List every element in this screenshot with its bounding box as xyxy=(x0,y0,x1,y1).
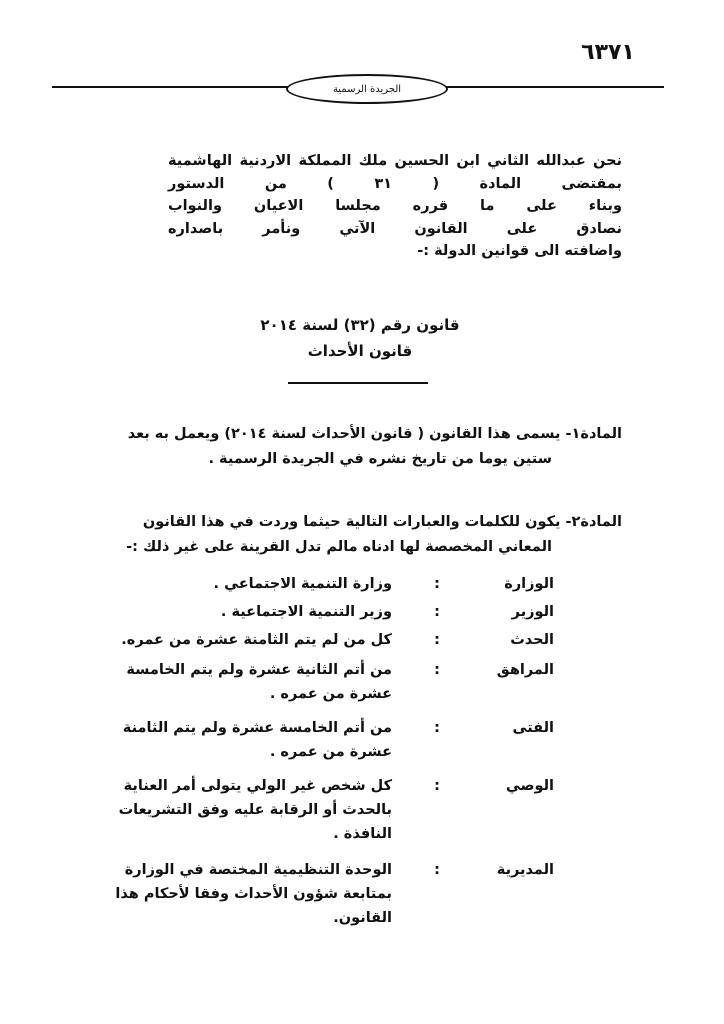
definition-term: الوزارة xyxy=(504,576,554,592)
definition-row xyxy=(102,658,554,706)
definition-meaning: كل شخص غير الولي يتولى أمر العناية بالحدث أو الرقابة عليه وفق التشريعات النافذة . xyxy=(118,778,392,842)
definition-colon: : xyxy=(434,778,440,794)
definition-meaning: وزير التنمية الاجتماعية . xyxy=(220,604,392,620)
definition-term: المديرية xyxy=(496,862,554,878)
preamble-line: بمقتضى المادة ( ٣١ ) من الدستور xyxy=(168,175,622,192)
title-rule xyxy=(288,382,428,384)
definition-row xyxy=(102,716,554,764)
definition-colon: : xyxy=(434,720,440,736)
law-name: قانون الأحداث xyxy=(307,342,413,360)
definition-term: الوصي xyxy=(505,778,554,794)
definition-colon: : xyxy=(434,632,440,648)
definition-row xyxy=(102,774,554,846)
article-2 xyxy=(102,510,622,560)
definition-row xyxy=(102,572,554,596)
definition-meaning: وزارة التنمية الاجتماعي . xyxy=(213,576,392,592)
article-1-line-1: المادة١- يسمى هذا القانون ( قانون الأحداث لسنة ٢٠١٤) ويعمل به بعد xyxy=(127,426,622,442)
definition-term: الفتى xyxy=(512,720,554,736)
definition-row xyxy=(102,628,554,652)
definition-meaning: من أتم الخامسة عشرة ولم يتم الثامنة عشرة من عمره . xyxy=(122,720,392,760)
law-number: قانون رقم (٣٢) لسنة ٢٠١٤ xyxy=(260,316,460,334)
definition-meaning: كل من لم يتم الثامنة عشرة من عمره. xyxy=(121,632,392,648)
definition-term: المراهق xyxy=(496,662,554,678)
preamble-line: وبناء على ما قرره مجلسا الاعيان والنواب xyxy=(168,198,622,214)
definition-term: الحدث xyxy=(510,632,554,648)
page-number: ٦٣٧١ xyxy=(581,40,635,65)
article-1 xyxy=(102,422,622,472)
definition-term: الوزير xyxy=(511,604,554,620)
preamble-line: نصادق على القانون الآتي ونأمر باصداره xyxy=(168,220,622,237)
article-1-line-2: ستين يوما من تاريخ نشره في الجريدة الرسمية . xyxy=(208,451,552,467)
definition-colon: : xyxy=(434,576,440,592)
definition-meaning: من أتم الثانية عشرة ولم يتم الخامسة عشرة من عمره . xyxy=(126,662,392,702)
gazette-label: الجريدة الرسمية xyxy=(332,83,402,95)
preamble-line: نحن عبدالله الثاني ابن الحسين ملك المملكة الاردنية الهاشمية xyxy=(168,153,622,169)
definition-row xyxy=(102,858,554,930)
definition-row xyxy=(102,600,554,624)
definition-colon: : xyxy=(434,604,440,620)
article-2-line-2: المعاني المخصصة لها ادناه مالم تدل القرينة على غير ذلك :- xyxy=(126,539,552,555)
definition-colon: : xyxy=(434,662,440,678)
definition-colon: : xyxy=(434,862,440,878)
article-2-line-1: المادة٢- يكون للكلمات والعبارات التالية حيثما وردت في هذا القانون xyxy=(142,514,622,530)
preamble xyxy=(168,150,622,263)
definition-meaning: الوحدة التنظيمية المختصة في الوزارة بمتابعة شؤون الأحداث وفقا لأحكام هذا القانون. xyxy=(115,862,392,926)
gazette-label-oval xyxy=(286,74,448,104)
preamble-line: واضافته الى قوانين الدولة :- xyxy=(417,243,622,259)
